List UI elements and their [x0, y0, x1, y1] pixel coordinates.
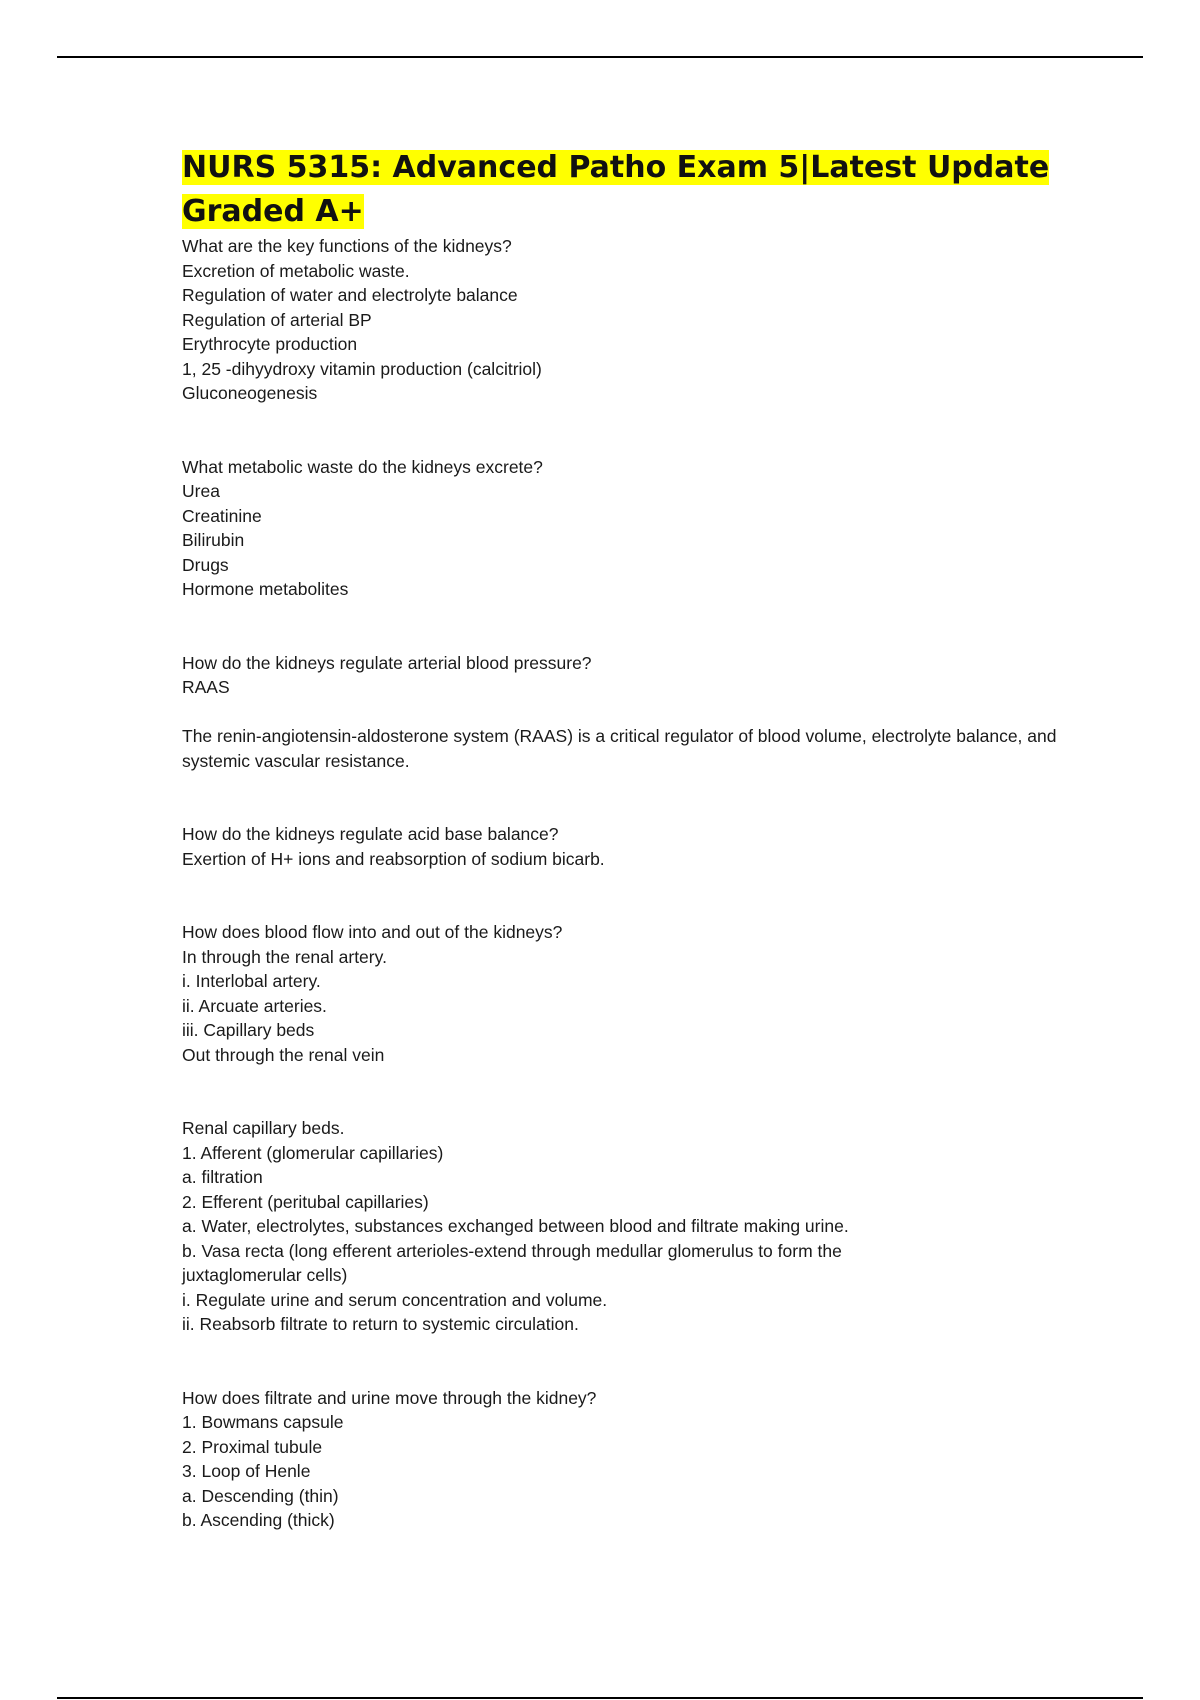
answer-line: a. Descending (thin): [182, 1485, 339, 1506]
answer-line: 1, 25 -dihyydroxy vitamin production (calcitriol): [182, 358, 542, 379]
answer-line: In through the renal artery.: [182, 946, 387, 967]
answer-line: b. Vasa recta (long efferent arterioles-extend through medullar glomerulus to form the: [182, 1240, 842, 1261]
document-page: [182, 146, 1062, 1533]
document-title: [182, 146, 1062, 234]
qa-section-blood-pressure: [182, 651, 1062, 774]
answer-line: Gluconeogenesis: [182, 383, 318, 403]
answer-line: 1. Afferent (glomerular capillaries): [182, 1142, 444, 1163]
qa-section-capillary-beds: [182, 1116, 1062, 1337]
question: What are the key functions of the kidneys?: [182, 236, 512, 256]
qa-section-filtrate-flow: [182, 1386, 1062, 1533]
qa-section-acid-base: [182, 822, 1062, 871]
answer-line: Urea: [182, 481, 220, 501]
answer-line: Drugs: [182, 554, 229, 575]
answer-paragraph: The renin-angiotensin-aldosterone system (RAAS) is a critical regulator of blood volume, electrolyte balance, and systemic vascular resistance.: [182, 726, 1062, 771]
answer-line: b. Ascending (thick): [182, 1510, 335, 1530]
answer-line: a. Water, electrolytes, substances exchanged between blood and filtrate making urine.: [182, 1216, 849, 1236]
answer-line: Exertion of H+ ions and reabsorption of sodium bicarb.: [182, 848, 605, 869]
answer-line: juxtaglomerular cells): [182, 1265, 348, 1285]
question: How does filtrate and urine move through the kidney?: [182, 1387, 597, 1408]
answer-line: i. Regulate urine and serum concentration and volume.: [182, 1289, 608, 1310]
question: How do the kidneys regulate arterial blood pressure?: [182, 652, 592, 673]
question: Renal capillary beds.: [182, 1118, 345, 1138]
answer-line: 2. Efferent (peritubal capillaries): [182, 1191, 429, 1212]
answer-line: i. Interlobal artery.: [182, 971, 321, 991]
question: How does blood flow into and out of the kidneys?: [182, 922, 563, 942]
answer-line: RAAS: [182, 677, 230, 697]
qa-section-metabolic-waste: [182, 455, 1062, 602]
answer-line: Regulation of arterial BP: [182, 309, 372, 330]
qa-section-blood-flow: [182, 920, 1062, 1067]
qa-section-kidney-functions: [182, 234, 1062, 406]
question: What metabolic waste do the kidneys excrete?: [182, 456, 543, 477]
answer-line: a. filtration: [182, 1167, 263, 1187]
answer-line: 3. Loop of Henle: [182, 1461, 311, 1481]
answer-line: 2. Proximal tubule: [182, 1436, 323, 1457]
question: How do the kidneys regulate acid base balance?: [182, 824, 559, 844]
answer-line: Hormone metabolites: [182, 579, 349, 599]
answer-line: Bilirubin: [182, 530, 245, 550]
answer-line: Out through the renal vein: [182, 1044, 385, 1065]
answer-line: Excretion of metabolic waste.: [182, 260, 410, 281]
title-line-1: NURS 5315: Advanced Patho Exam 5|Latest Update: [182, 150, 1050, 185]
answer-line: 1. Bowmans capsule: [182, 1412, 344, 1432]
bottom-rule: [57, 1697, 1143, 1699]
answer-line: Regulation of water and electrolyte balance: [182, 285, 518, 305]
answer-line: iii. Capillary beds: [182, 1020, 315, 1040]
answer-line: Erythrocyte production: [182, 334, 358, 354]
answer-line: Creatinine: [182, 505, 262, 526]
answer-line: ii. Reabsorb filtrate to return to systemic circulation.: [182, 1314, 579, 1334]
answer-line: ii. Arcuate arteries.: [182, 995, 327, 1016]
top-rule: [57, 56, 1143, 58]
title-line-2: Graded A+: [182, 194, 364, 229]
